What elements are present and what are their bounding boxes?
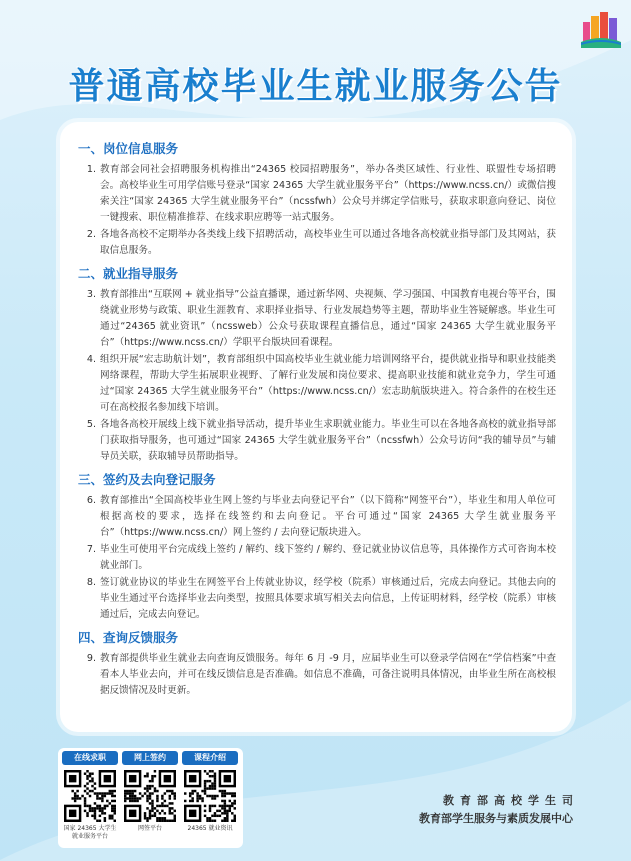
section-title: 四、查询反馈服务 bbox=[78, 630, 179, 645]
list-item bbox=[78, 542, 556, 574]
qr-tab-label: 在线求职 bbox=[62, 751, 118, 765]
org-line-1: 教育部高校学生司 bbox=[443, 794, 579, 807]
item-text: 教育部推出“互联网 + 就业指导”公益直播课，通过新华网、央视频、学习强国、中国教育电视台等平台，围绕就业形势与政策、职业生涯教育、求职择业指导、行业发展趋势等主题，帮助毕业生答疑解惑。毕业生可通过“24365 就业资讯”（ncssweb）公众号获取课程直播信息，通过“国家 24365 大学生就业服务平台”（https://www.ncss.cn/）学职平台版块回看课程。 bbox=[100, 289, 556, 348]
qr-caption: 24365 就业资讯 bbox=[187, 825, 233, 832]
item-text: 教育部提供毕业生就业去向查询反馈服务。每年 6 月 -9 月，应届毕业生可以登录学信网在“学信档案”中查看本人毕业去向，并可在线反馈信息是否准确。如信息不准确，可备注说明具体情况，由毕业生所在高校根据反馈情况及时更新。 bbox=[100, 653, 556, 696]
qr-caption: 国家 24365 大学生就业服务平台 bbox=[63, 825, 117, 840]
list-item bbox=[78, 287, 556, 351]
item-number: 7. bbox=[86, 544, 96, 555]
item-text: 各地各高校不定期举办各类线上线下招聘活动，高校毕业生可以通过各地各高校就业指导部门及其网站，获取信息服务。 bbox=[100, 229, 556, 256]
buildings-logo-icon bbox=[581, 8, 621, 48]
issuing-organizations bbox=[419, 792, 579, 828]
item-text: 毕业生可使用平台完成线上签约 / 解约、线下签约 / 解约、登记就业协议信息等，具体操作方式可咨询本校就业部门。 bbox=[100, 544, 556, 571]
section-job-info bbox=[78, 140, 556, 259]
item-text: 签订就业协议的毕业生在网签平台上传就业协议，经学校（院系）审核通过后，完成去向登记。其他去向的毕业生通过平台选择毕业去向类型，按照具体要求填写相关去向信息，上传证明材料，经学校（院系）审核通过后，完成去向登记。 bbox=[100, 577, 556, 620]
qr-code-panel bbox=[58, 748, 243, 848]
announcement-content bbox=[78, 140, 556, 705]
item-text: 教育部推出“全国高校毕业生网上签约与毕业去向登记平台”（以下简称“网签平台”），毕业生和用人单位可根据高校的要求，选择在线签约和去向登记。平台可通过“国家 24365 大学生就业服务平台”（https://www.ncss.cn/）网上签约 / 去向登记版块进入。 bbox=[100, 495, 556, 538]
item-number: 1. bbox=[86, 164, 96, 175]
list-item bbox=[78, 575, 556, 623]
item-text: 教育部会同社会招聘服务机构推出“24365 校园招聘服务”，举办各类区域性、行业性、联盟性专场招聘会。高校毕业生可用学信账号登录“国家 24365 大学生就业服务平台”（https://www.ncss.cn/）或微信搜索关注“国家 24365 大学生就业服务平台”（ncssfwh）公众号并绑定学信账号，获取求职意向登记、岗位一键搜索、职位精准推荐、在线求职应聘等一站式服务。 bbox=[100, 164, 556, 223]
section-feedback bbox=[78, 629, 556, 699]
qr-code-icon[interactable] bbox=[64, 770, 116, 822]
qr-tab-label: 课程介绍 bbox=[182, 751, 238, 765]
section-title: 三、签约及去向登记服务 bbox=[78, 472, 216, 487]
list-item bbox=[78, 417, 556, 465]
list-item bbox=[78, 162, 556, 226]
list-item bbox=[78, 651, 556, 699]
item-number: 9. bbox=[86, 653, 96, 664]
qr-code-icon[interactable] bbox=[124, 770, 176, 822]
item-number: 4. bbox=[86, 354, 96, 365]
item-number: 2. bbox=[86, 229, 96, 240]
item-text: 组织开展“宏志助航计划”，教育部组织中国高校毕业生就业能力培训网络平台，提供就业指导和职业技能类网络课程，帮助大学生拓展职业视野、了解行业发展和岗位要求、提高职业技能和就业竞争力，学生可通过“国家 24365 大学生就业服务平台”（https://www.ncss.cn/）宏志助航版块进入。符合条件的在校生还可在高校报名参加线下培训。 bbox=[100, 354, 556, 413]
qr-card-signing bbox=[121, 748, 179, 833]
org-line-2: 教育部学生服务与素质发展中心 bbox=[419, 812, 573, 825]
item-number: 8. bbox=[86, 577, 96, 588]
qr-card-course bbox=[181, 748, 239, 833]
item-text: 各地各高校开展线上线下就业指导活动，提升毕业生求职就业能力。毕业生可以在各地各高校的就业指导部门获取指导服务，也可通过“国家 24365 大学生就业服务平台”（ncssfwh）公众号访问“我的辅导员”与辅导员关联，获取辅导员帮助指导。 bbox=[100, 419, 556, 462]
qr-code-icon[interactable] bbox=[184, 770, 236, 822]
section-signing bbox=[78, 471, 556, 623]
qr-caption: 网签平台 bbox=[137, 825, 162, 832]
section-title: 二、就业指导服务 bbox=[78, 266, 179, 281]
qr-tab-label: 网上签约 bbox=[122, 751, 178, 765]
item-number: 3. bbox=[86, 289, 96, 300]
list-item bbox=[78, 227, 556, 259]
item-number: 5. bbox=[86, 419, 96, 430]
page-title: 普通高校毕业生就业服务公告 bbox=[68, 66, 563, 107]
section-guidance bbox=[78, 265, 556, 465]
qr-card-job bbox=[61, 748, 119, 841]
item-number: 6. bbox=[86, 495, 96, 506]
section-title: 一、岗位信息服务 bbox=[78, 141, 179, 156]
list-item bbox=[78, 493, 556, 541]
list-item bbox=[78, 352, 556, 416]
